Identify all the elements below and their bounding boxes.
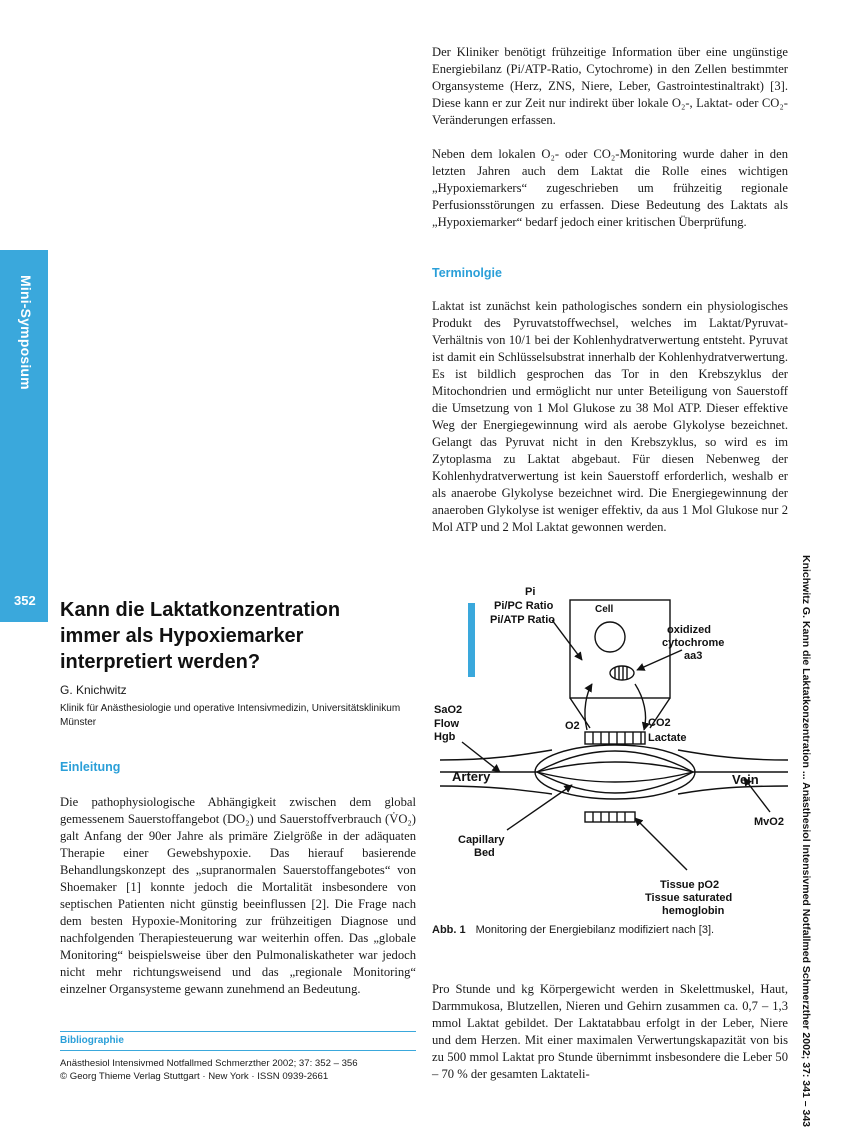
label-sao2: SaO2 bbox=[434, 704, 463, 716]
label-tissue-po2: Tissue pO2 bbox=[660, 879, 720, 891]
label-flow: Flow bbox=[434, 718, 460, 730]
paragraph: Der Kliniker benötigt frühzeitige Information über eine ungünstige Energiebilanz (Pi/ATP-Ratio, Cytochrome) in den Zellen bestimmter Organsysteme (Herz, ZNS, Niere, Leber, Gastrointestinaltrakt) [3]. Diese kann er zur Zeit nur indirekt über lokale O₂-, Laktat- oder CO₂-Veränderungen erfassen. bbox=[432, 45, 788, 127]
biblio-rule-top bbox=[60, 1031, 416, 1032]
heading-einleitung: Einleitung bbox=[60, 760, 121, 774]
bibliography-line: Anästhesiol Intensivmed Notfallmed Schmerzther 2002; 37: 352 – 356 bbox=[60, 1058, 358, 1069]
running-head: Knichwitz G. Kann die Laktatkonzentration ... Anästhesiol Intensivmed Notfallmed Schmerzther 2002; 37: 341 – 343 bbox=[800, 555, 812, 1128]
label-mvo2: MvO2 bbox=[754, 816, 784, 828]
paragraph: Die pathophysiologische Abhängigkeit zwischen dem global gemessenem Sauerstoffangebot (DO₂) und Sauerstoffverbrauch (V̇O₂) galt Anfang der 90er Jahre als primäre Zielgröße in der adäquaten Therapie einer Gewebshypoxie. Das hierauf basierende Behandlungskonzept des „supranormalen Sauerstoffangebotes“ von Shoemaker [1] konnte jedoch die Mortalität insbesondere von septischen Patienten nicht günstig beeinflussen [2]. Die Frage nach dem besten Hypoxie-Monitoring zur frühzeitigen Diagnose und nachfolgenden Therapiesteuerung war weiterhin offen. Das „globale Monitoring“ beispielsweise über den Pulmonaliskatheter war jedoch nicht mehr richtungsweisend und das „regionale Monitoring“ einzelner Organsysteme gewann zunehmend an Bedeutung. bbox=[60, 795, 416, 996]
label-pi-atp: Pi/ATP Ratio bbox=[490, 614, 555, 626]
label-aa3: aa3 bbox=[684, 650, 703, 662]
figure-caption bbox=[432, 924, 714, 936]
bibliography-line: © Georg Thieme Verlag Stuttgart · New York · ISSN 0939-2661 bbox=[60, 1071, 329, 1082]
right-column-intro bbox=[432, 44, 788, 231]
biblio-rule-bottom bbox=[60, 1050, 416, 1051]
nucleus-icon bbox=[595, 622, 625, 652]
heading-terminologie: Terminolgie bbox=[432, 266, 502, 280]
label-hemoglobin: hemoglobin bbox=[662, 905, 725, 917]
label-lactate: Lactate bbox=[648, 732, 687, 744]
left-column-intro bbox=[60, 794, 416, 998]
caption-text: Monitoring der Energiebilanz modifiziert nach [3]. bbox=[475, 924, 715, 936]
affiliation: Klinik für Anästhesiologie und operative Intensivmedizin, Universitätsklinikum Münster bbox=[60, 703, 401, 728]
bibliography-text bbox=[60, 1057, 420, 1083]
label-pi-pc: Pi/PC Ratio bbox=[494, 600, 554, 612]
article-title: Kann die Laktatkonzentration immer als Hypoxiemarker interpretiert werden? bbox=[60, 599, 341, 673]
right-column-continuation bbox=[432, 981, 788, 1083]
bibliography-heading: Bibliographie bbox=[60, 1035, 124, 1046]
author: G. Knichwitz bbox=[60, 683, 127, 697]
label-co2: CO2 bbox=[648, 717, 671, 729]
label-hgb: Hgb bbox=[434, 731, 456, 743]
label-cytochrome: cytochrome bbox=[662, 637, 725, 649]
label-tissue-saturated: Tissue saturated bbox=[645, 892, 733, 904]
label-bed: Bed bbox=[474, 847, 495, 859]
section-label: Mini-Symposium bbox=[18, 275, 34, 390]
label-cell: Cell bbox=[595, 604, 614, 615]
monitoring-diagram bbox=[432, 580, 792, 920]
label-capillary: Capillary bbox=[458, 834, 505, 846]
caption-label: Abb. 1 bbox=[432, 924, 466, 936]
label-vein: Vein bbox=[732, 772, 759, 787]
label-artery: Artery bbox=[452, 769, 491, 784]
figure-diagram bbox=[432, 580, 792, 920]
capillary-bed-shape bbox=[535, 745, 695, 799]
paragraph: Neben dem lokalen O₂- oder CO₂-Monitoring wurde daher in den letzten Jahren auch dem Laktat die Rolle eines wichtigen „Hypoxiemarkers“ zugeschrieben um frühzeitig regionale Perfusionsstörungen zu erfassen. Diese Bedeutung des Laktats als „Hypoxiemarker“ bedarf jedoch einer kritischen Überprüfung. bbox=[432, 147, 788, 229]
paragraph: Pro Stunde und kg Körpergewicht werden in Skelettmuskel, Haut, Darmmukosa, Blutzellen, Nieren und Gehirn zusammen ca. 0,7 – 1,3 mmol Laktat gebildet. Der Laktatabbau erfolgt in der Leber, Niere und dem Herzen. Mit einer maximalen Verwertungskapazität von bis zu 500 mmol Laktat pro Stunde übernimmt insbesondere die Leber 50 – 70 % der gesamten Laktateli- bbox=[432, 982, 788, 1081]
label-o2: O2 bbox=[565, 720, 580, 732]
label-pi: Pi bbox=[525, 586, 536, 598]
article-title-block bbox=[60, 597, 415, 679]
paragraph: Laktat ist zunächst kein pathologisches sondern ein physiologisches Produkt des Pyruvatstoffwechsel, welches im Laktat/Pyruvat-Verhältnis von 10/1 bei der Kohlenhydratverwertung entsteht. Pyruvat ist damit ein Schlüsselsubstrat innerhalb der Kohlenhydratverwertung. Es ist bildlich gesprochen das Tor in den Krebszyklus der Mitochondrien und ermöglicht nur unter Beteiligung von Sauerstoff die Umsetzung von 1 Mol Glukose zu 38 Mol ATP. Dieser effektive Weg der Energiegewinnung wird als aerobe Glykolyse bezeichnet. Gelangt das Pyruvat nicht in den Krebszyklus, so wird es im Zytoplasma zu Laktat abgebaut. Für diesen Nebenweg der Kohlenhydratverwertung ist kein Sauerstoff erforderlich, weshalb er als anaerobe Glykolyse bezeichnet wird. Die Energiegewinnung der anaeroben Glykolyse ist weniger effektiv, da aus 1 Mol Glukose nur 2 Mol ATP und 2 Mol Laktat gewonnen werden. bbox=[432, 299, 788, 534]
mitochondrion-icon bbox=[610, 666, 634, 680]
right-column-terminology bbox=[432, 298, 788, 536]
label-oxidized: oxidized bbox=[667, 624, 712, 636]
page-number: 352 bbox=[14, 593, 36, 608]
